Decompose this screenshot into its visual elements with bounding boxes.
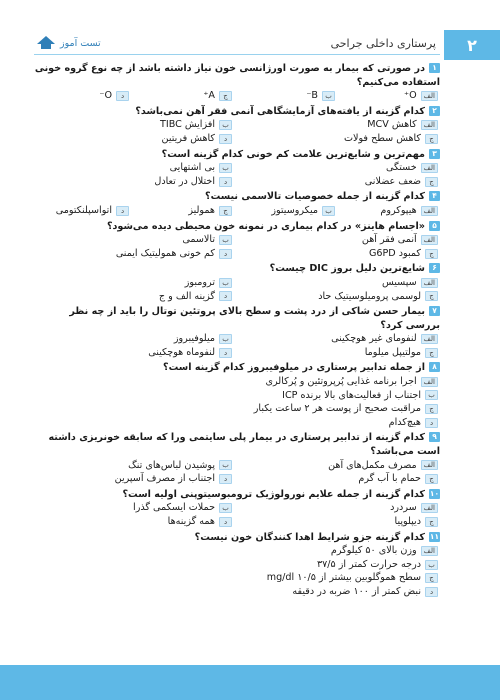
page-number-badge xyxy=(444,30,500,60)
option-text: سپسیس xyxy=(382,276,417,288)
option-text: لنفوماه هوچکینی xyxy=(148,346,215,358)
option-letter-badge: د xyxy=(116,91,129,101)
answer-option[interactable] xyxy=(34,402,438,416)
option-letter-badge: د xyxy=(219,474,232,484)
option-letter-badge: الف xyxy=(421,206,438,216)
option-list xyxy=(34,375,440,429)
option-list xyxy=(34,276,440,303)
question-text: کدام گزینه از جمله علایم نورولوژیک ترومبوسیتوپنی اولیه است؟ xyxy=(122,488,425,500)
answer-option[interactable] xyxy=(34,389,438,403)
question-item xyxy=(34,431,440,485)
answer-option[interactable] xyxy=(240,132,438,146)
option-text: همولیز xyxy=(188,204,215,216)
option-letter-badge: د xyxy=(425,587,438,597)
option-text: هیچ‌کدام xyxy=(388,416,421,428)
answer-option[interactable] xyxy=(34,276,232,290)
answer-option[interactable] xyxy=(34,472,232,486)
option-letter-badge: ب xyxy=(425,560,438,570)
answer-option[interactable] xyxy=(137,89,232,103)
answer-option[interactable] xyxy=(240,332,438,346)
answer-option[interactable] xyxy=(343,89,438,103)
answer-option[interactable] xyxy=(34,501,232,515)
answer-option[interactable] xyxy=(34,346,232,360)
option-letter-badge: الف xyxy=(421,334,438,344)
option-text: آنمی فقر آهن xyxy=(361,234,417,246)
answer-option[interactable] xyxy=(34,161,232,175)
option-letter-badge: ب xyxy=(219,163,232,173)
answer-option[interactable] xyxy=(240,233,438,247)
option-text: میلوفیبروز xyxy=(173,333,215,345)
option-text: وزن بالای ۵۰ کیلوگرم xyxy=(330,545,417,557)
question-list xyxy=(34,60,440,599)
option-letter-badge: ج xyxy=(425,404,438,414)
option-text: O⁺ xyxy=(404,90,417,102)
option-letter-badge: ب xyxy=(219,334,232,344)
question-text: «اجسام هاینز» در کدام بیماری در نمونه خون محیطی دیده می‌شود؟ xyxy=(106,220,425,232)
question-stem xyxy=(34,62,440,89)
question-text: کدام گزینه از جمله خصوصیات تالاسمی نیست؟ xyxy=(205,191,425,203)
option-text: افزایش TIBC xyxy=(160,119,215,131)
answer-option[interactable] xyxy=(34,416,438,430)
answer-option[interactable] xyxy=(34,89,129,103)
option-text: دیپلوپیا xyxy=(394,516,421,527)
option-text: ترومبوز xyxy=(184,276,215,288)
option-text: لوسمی پرومیلوسیتیک حاد xyxy=(318,290,421,302)
answer-option[interactable] xyxy=(240,118,438,132)
option-letter-badge: ج xyxy=(219,206,232,216)
answer-option[interactable] xyxy=(240,204,335,218)
answer-option[interactable] xyxy=(34,132,232,146)
answer-option[interactable] xyxy=(34,247,232,261)
answer-option[interactable] xyxy=(240,515,438,529)
option-text: اجتناب از فعالیت‌های بالا برنده ICP xyxy=(282,389,421,401)
question-item xyxy=(34,148,440,189)
option-letter-badge: د xyxy=(116,206,129,216)
answer-option[interactable] xyxy=(240,346,438,360)
question-stem xyxy=(34,531,440,545)
option-letter-badge: ب xyxy=(219,278,232,288)
option-list xyxy=(34,161,440,188)
answer-option[interactable] xyxy=(240,459,438,473)
answer-option[interactable] xyxy=(34,233,232,247)
answer-option[interactable] xyxy=(34,375,438,389)
option-text: A⁺ xyxy=(203,90,215,102)
question-stem xyxy=(34,220,440,234)
option-letter-badge: الف xyxy=(421,546,438,556)
page-header xyxy=(0,0,500,62)
option-text: کاهش MCV xyxy=(367,119,417,131)
answer-option[interactable] xyxy=(240,276,438,290)
option-text: گزینه الف و ج xyxy=(158,290,215,302)
answer-option[interactable] xyxy=(137,204,232,218)
answer-option[interactable] xyxy=(34,515,232,529)
answer-option[interactable] xyxy=(34,204,129,218)
header-divider xyxy=(34,54,440,55)
answer-option[interactable] xyxy=(34,585,438,599)
option-text: اتواسپلنکتومی xyxy=(55,204,112,216)
question-text: مهم‌ترین و شایع‌ترین علامت کم خونی کدام گزینه است؟ xyxy=(161,148,425,160)
option-text: خستگی xyxy=(385,162,417,174)
option-list xyxy=(34,118,440,145)
option-text: نبض کمتر از ۱۰۰ ضربه در دقیقه xyxy=(292,585,421,597)
question-stem xyxy=(34,148,440,162)
option-letter-badge: الف xyxy=(421,91,438,101)
option-text: میکروسیتوز xyxy=(271,204,318,216)
option-text: پوشیدن لباس‌های تنگ xyxy=(128,459,215,471)
answer-option[interactable] xyxy=(240,175,438,189)
answer-option[interactable] xyxy=(343,204,438,218)
option-text: کاهش سطح فولات xyxy=(343,132,421,144)
option-letter-badge: ب xyxy=(322,91,335,101)
option-letter-badge: الف xyxy=(421,377,438,387)
option-text: لنفومای غیر هوچکینی xyxy=(331,333,417,345)
question-number: ۶ xyxy=(429,263,440,273)
option-list xyxy=(34,89,440,103)
option-letter-badge: ب xyxy=(219,503,232,513)
option-text: B⁻ xyxy=(306,90,318,102)
option-text: کاهش فریتین xyxy=(161,132,215,144)
answer-option[interactable] xyxy=(240,472,438,486)
option-letter-badge: ج xyxy=(425,249,438,259)
option-text: اختلال در تعادل xyxy=(154,175,215,187)
option-letter-badge: ب xyxy=(425,390,438,400)
question-item xyxy=(34,531,440,599)
question-item xyxy=(34,262,440,303)
option-text: بی اشتهایی xyxy=(169,162,215,174)
question-number: ۲ xyxy=(429,106,440,116)
option-list xyxy=(34,233,440,260)
question-item xyxy=(34,105,440,146)
brand-logo-icon xyxy=(36,34,56,50)
question-number: ۱ xyxy=(429,63,440,73)
question-item xyxy=(34,62,440,103)
option-list xyxy=(34,204,440,218)
option-letter-badge: الف xyxy=(421,460,438,470)
question-text: کدام گزینه جزو شرایط اهدا کنندگان خون نیست؟ xyxy=(194,531,425,543)
answer-option[interactable] xyxy=(34,558,438,572)
option-text: اجتناب از مصرف آسپرین xyxy=(114,473,215,485)
option-letter-badge: د xyxy=(219,134,232,144)
option-text: حمام با آب گرم xyxy=(358,473,421,485)
option-text: هیپوکروم xyxy=(380,204,417,216)
option-letter-badge: الف xyxy=(421,120,438,130)
option-letter-badge: ج xyxy=(425,134,438,144)
option-list xyxy=(34,501,440,528)
question-text: کدام گزینه از تدابیر پرستاری در بیمار پلی سایتمی ورا که سابقه خونریزی داشته است می‌باشد؟ xyxy=(48,432,440,458)
option-text: کم خونی همولیتیک ایمنی xyxy=(115,247,215,259)
footer-bar xyxy=(0,665,500,700)
option-text: مصرف مکمل‌های آهن xyxy=(328,459,417,471)
option-text: سردرد xyxy=(390,502,417,514)
question-text: کدام گزینه از یافته‌های آزمایشگاهی آنمی فقر آهن نمی‌باشد؟ xyxy=(135,105,425,117)
option-text: اجرا برنامه غذایی پُرپروتئین و پُرکالری xyxy=(265,376,417,388)
question-number: ۷ xyxy=(429,306,440,316)
question-stem xyxy=(34,361,440,375)
answer-option[interactable] xyxy=(34,544,438,558)
question-stem xyxy=(34,262,440,276)
answer-option[interactable] xyxy=(34,459,232,473)
answer-option[interactable] xyxy=(34,175,232,189)
question-text: در صورتی که بیمار به صورت اورژانسی خون نیاز داشته باشد از چه نوع گروه خونی استفاده می‌کنیم؟ xyxy=(34,63,440,88)
option-letter-badge: ج xyxy=(425,517,438,527)
option-list xyxy=(34,544,440,598)
option-letter-badge: ج xyxy=(425,348,438,358)
option-letter-badge: ب xyxy=(322,206,335,216)
page-number: ۲ xyxy=(467,35,477,55)
question-item xyxy=(34,220,440,261)
option-letter-badge: د xyxy=(219,348,232,358)
option-text: همه گزینه‌ها xyxy=(167,516,215,527)
question-number: ۵ xyxy=(429,221,440,231)
question-number: ۱۱ xyxy=(429,531,440,541)
option-letter-badge: الف xyxy=(421,278,438,288)
question-item xyxy=(34,190,440,217)
option-text: مولتیپل میلوما xyxy=(364,346,421,358)
option-letter-badge: ب xyxy=(219,120,232,130)
answer-option[interactable] xyxy=(240,89,335,103)
option-letter-badge: د xyxy=(219,291,232,301)
question-stem xyxy=(34,305,440,332)
option-text: ضعف عضلانی xyxy=(364,175,421,187)
question-text: بیمار حسن شاکی از درد پشت و سطح بالای پروتئین توتال را باید از چه نظر بررسی کرد؟ xyxy=(69,306,440,331)
option-text: حملات ایسکمی گذرا xyxy=(133,502,215,514)
option-letter-badge: ج xyxy=(425,291,438,301)
option-text: کمبود G6PD xyxy=(368,247,421,259)
question-stem xyxy=(34,488,440,502)
question-item xyxy=(34,488,440,529)
question-stem xyxy=(34,431,440,458)
answer-option[interactable] xyxy=(240,290,438,304)
option-letter-badge: ج xyxy=(219,91,232,101)
answer-option[interactable] xyxy=(34,118,232,132)
option-letter-badge: ج xyxy=(425,573,438,583)
question-stem xyxy=(34,105,440,119)
option-letter-badge: الف xyxy=(421,503,438,513)
question-number: ۹ xyxy=(429,432,440,442)
chapter-title: پرستاری داخلی جراحی xyxy=(330,37,436,50)
option-letter-badge: ب xyxy=(219,235,232,245)
option-text: مراقبت صحیح از پوست هر ۲ ساعت یکبار xyxy=(253,403,421,415)
question-text: شایع‌ترین دلیل بروز DIC چیست؟ xyxy=(269,263,425,275)
question-number: ۸ xyxy=(429,362,440,372)
option-letter-badge: د xyxy=(219,249,232,259)
option-letter-badge: الف xyxy=(421,235,438,245)
option-letter-badge: د xyxy=(219,177,232,187)
option-text: درجه حرارت کمتر از ۳۷/۵ xyxy=(316,558,421,570)
brand-name: تست آموز xyxy=(60,38,101,49)
question-number: ۳ xyxy=(429,149,440,159)
option-letter-badge: ب xyxy=(219,460,232,470)
option-text: تالاسمی xyxy=(182,234,215,246)
question-item xyxy=(34,361,440,429)
option-letter-badge: الف xyxy=(421,163,438,173)
question-number: ۴ xyxy=(429,191,440,201)
option-letter-badge: ج xyxy=(425,177,438,187)
answer-option[interactable] xyxy=(34,290,232,304)
question-item xyxy=(34,305,440,359)
answer-option[interactable] xyxy=(240,247,438,261)
option-letter-badge: د xyxy=(425,418,438,428)
question-stem xyxy=(34,190,440,204)
answer-option[interactable] xyxy=(34,332,232,346)
option-list xyxy=(34,332,440,359)
answer-option[interactable] xyxy=(240,501,438,515)
option-text: O⁻ xyxy=(99,90,112,102)
answer-option[interactable] xyxy=(34,571,438,585)
answer-option[interactable] xyxy=(240,161,438,175)
question-text: از جمله تدابیر پرستاری در میلوفیبروز کدام گزینه است؟ xyxy=(163,362,425,374)
option-letter-badge: ج xyxy=(425,474,438,484)
option-text: سطح هموگلوبین بیشتر از ۱۰/۵ mg/dl xyxy=(266,572,421,584)
option-list xyxy=(34,459,440,486)
option-letter-badge: د xyxy=(219,517,232,527)
question-number: ۱۰ xyxy=(429,488,440,498)
